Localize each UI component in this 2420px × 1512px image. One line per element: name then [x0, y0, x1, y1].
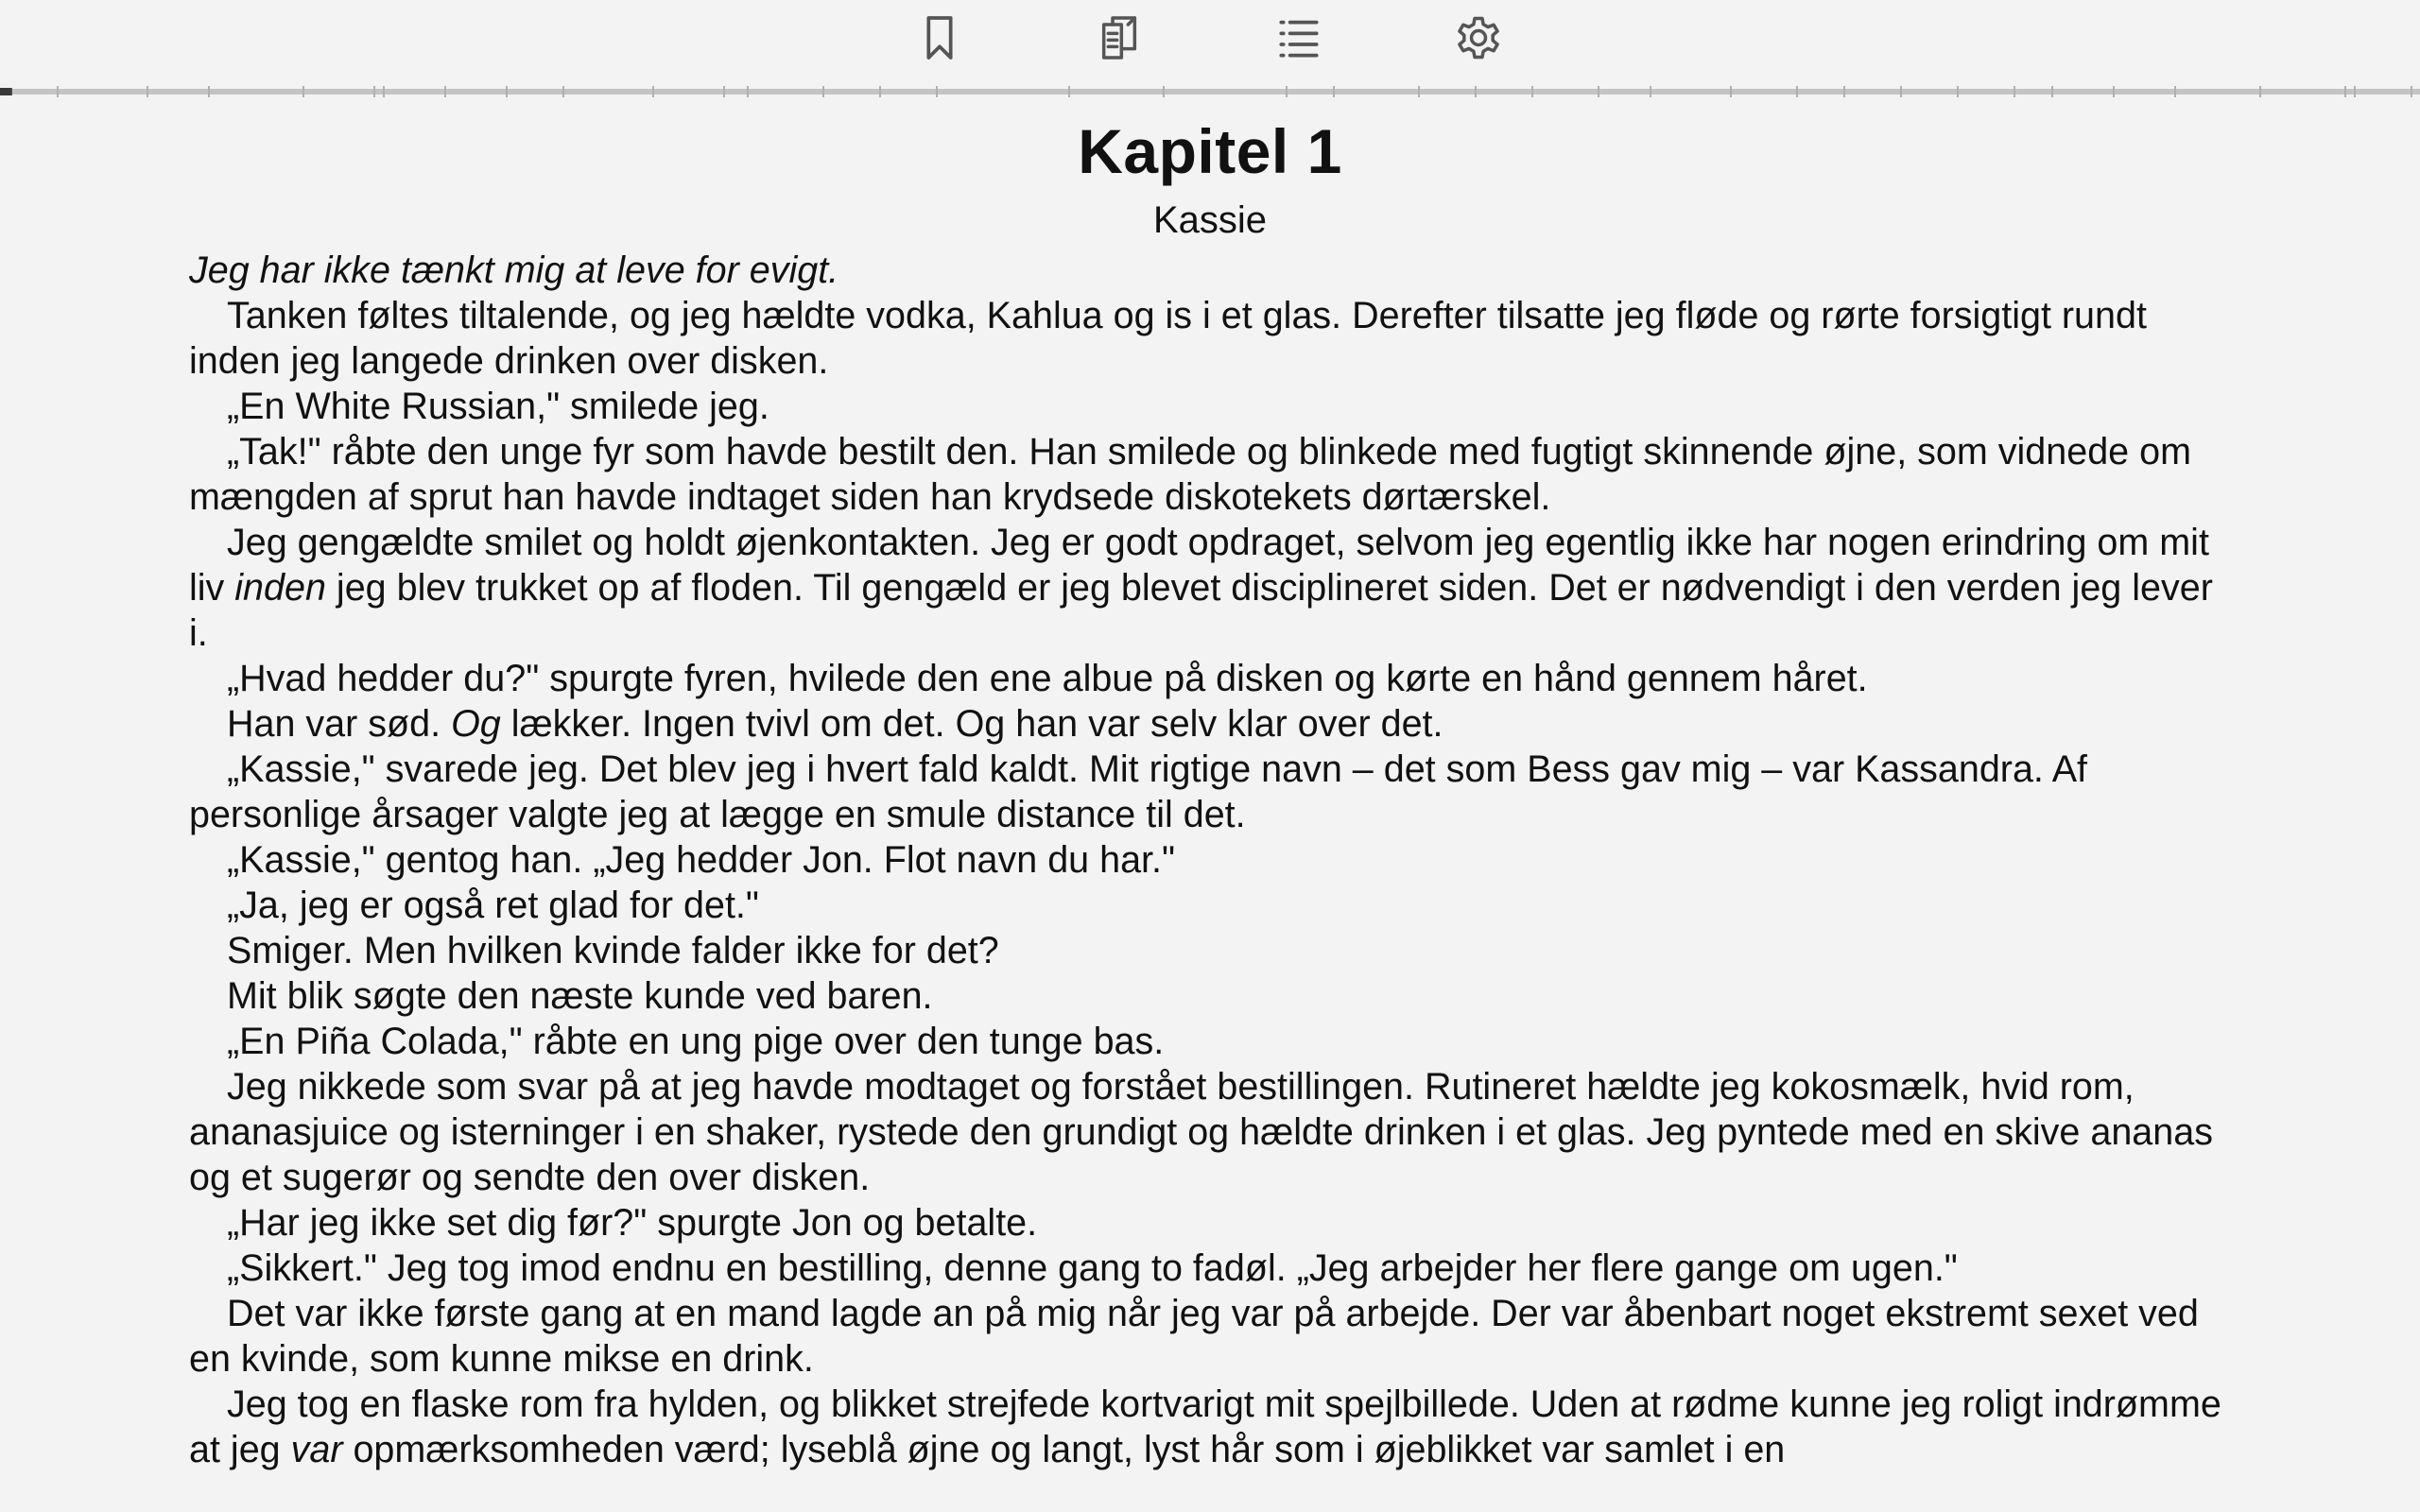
paragraph [189, 1064, 2231, 1200]
chapter-body-text [189, 248, 2231, 1472]
italic-text: Jeg har ikke tænkt mig at leve for evigt. [189, 249, 839, 291]
chapter-tick [383, 86, 385, 97]
text-run: Jeg gengældte smilet og holdt øjenkontakten. Jeg er godt opdraget, selvom jeg egentlig ikke har nogen erindring om mit liv [189, 522, 2209, 609]
chapter-tick [1730, 86, 1732, 97]
chapter-tick [747, 86, 749, 97]
chapter-tick [302, 86, 304, 97]
table-of-contents-button[interactable] [1269, 8, 1329, 68]
paragraph [189, 656, 2231, 701]
chapter-tick [1286, 86, 1288, 97]
toc-list-icon [1272, 11, 1325, 64]
chapter-tick [1650, 86, 1651, 97]
paragraph [189, 1291, 2231, 1382]
chapter-tick [2014, 86, 2015, 97]
chapter-subtitle: Kassie [1152, 199, 1268, 241]
paragraph [189, 928, 2231, 973]
paragraph [189, 701, 2231, 747]
italic-text: var [290, 1429, 343, 1470]
text-run: Jeg tog en flaske rom fra hylden, og blikket strejfede kortvarigt mit spejlbillede. Uden at rødme kunne jeg roligt indrømme at jeg [189, 1383, 2221, 1470]
paragraph [189, 1200, 2231, 1246]
reader-toolbar [0, 0, 2420, 81]
progress-track [0, 85, 2420, 98]
text-run: Smiger. Men hvilken kvinde falder ikke for det? [227, 930, 999, 971]
chapter-tick [822, 86, 824, 97]
chapter-tick [936, 86, 938, 97]
chapter-tick [1531, 86, 1533, 97]
paragraph [189, 384, 2231, 429]
chapter-tick [2411, 86, 2412, 97]
paragraph [189, 973, 2231, 1019]
text-run: „En Piña Colada," råbte en ung pige over den tunge bas. [227, 1021, 1165, 1062]
progress-track-bar [0, 89, 2420, 94]
chapter-title: Kapitel 1 [1078, 116, 1342, 186]
chapter-tick [1843, 86, 1845, 97]
chapter-tick [1957, 86, 1959, 97]
chapter-tick [1796, 86, 1798, 97]
chapter-tick [373, 86, 375, 97]
paragraph [189, 429, 2231, 520]
paragraph [189, 293, 2231, 384]
text-run: „Sikkert." Jeg tog imod endnu en bestilling, denne gang to fadøl. „Jeg arbejder her flere gange om ugen." [227, 1247, 1958, 1289]
paragraph [189, 1382, 2231, 1472]
paragraph [189, 1246, 2231, 1291]
text-run: „Tak!" råbte den unge fyr som havde bestilt den. Han smilede og blinkede med fugtigt skinnende øjne, som vidnede om mængden af sprut han havde indtaget siden han krydsede diskotekets dørtærskel. [189, 431, 2191, 518]
notes-icon [1093, 11, 1146, 64]
chapter-tick [562, 86, 564, 97]
chapter-tick [1333, 86, 1335, 97]
chapter-tick [506, 86, 508, 97]
chapter-tick [2113, 86, 2115, 97]
text-run: Det var ikke første gang at en mand lagde an på mig når jeg var på arbejde. Der var åbenbart noget ekstremt sexet ved en kvinde, som kunne mikse en drink. [189, 1293, 2199, 1380]
settings-gear-icon [1452, 11, 1505, 64]
reading-progress-bar[interactable] [0, 85, 2420, 98]
chapter-tick [1900, 86, 1902, 97]
text-run: „Hvad hedder du?" spurgte fyren, hvilede den ene albue på disken og kørte en hånd gennem håret. [227, 658, 1868, 699]
text-run: Han var sød. [227, 703, 452, 745]
paragraph [189, 248, 2231, 293]
chapter-tick [1475, 86, 1477, 97]
chapter-tick [2344, 86, 2346, 97]
text-run: opmærksomheden værd; lyseblå øjne og langt, lyst hår som i øjeblikket var samlet i en [342, 1429, 1786, 1470]
paragraph [189, 1019, 2231, 1064]
paragraph [189, 837, 2231, 883]
chapter-tick [147, 86, 148, 97]
text-run: „Ja, jeg er også ret glad for det." [227, 885, 759, 926]
text-run: Jeg nikkede som svar på at jeg havde modtaget og forstået bestillingen. Rutineret hældte jeg kokosmælk, hvid rom, ananasjuice og isterninger i en shaker, rystede den grundigt og hældte drinken i et glas. Jeg pyntede med en skive ananas og et sugerør og sendte den over disken. [189, 1066, 2213, 1198]
chapter-tick [1163, 86, 1165, 97]
chapter-tick [2354, 86, 2356, 97]
text-run: jeg blev trukket op af floden. Til gengæld er jeg blevet disciplineret siden. Det er nødvendigt i den verden jeg lever i. [189, 567, 2213, 654]
chapter-tick [2174, 86, 2176, 97]
bookmark-icon [913, 11, 966, 64]
bookmark-button[interactable] [909, 8, 970, 68]
progress-fill [0, 88, 12, 95]
text-run: „En White Russian," smilede jeg. [227, 386, 769, 427]
text-run: „Kassie," gentog han. „Jeg hedder Jon. Flot navn du har." [227, 839, 1176, 881]
chapter-tick [444, 86, 446, 97]
chapter-tick [879, 86, 881, 97]
chapter-tick [652, 86, 654, 97]
text-run: Mit blik søgte den næste kunde ved baren. [227, 975, 933, 1017]
text-run: „Har jeg ikke set dig før?" spurgte Jon og betalte. [227, 1202, 1038, 1244]
chapter-tick [57, 86, 59, 97]
chapter-tick [2259, 86, 2261, 97]
chapter-tick [1068, 86, 1070, 97]
paragraph [189, 883, 2231, 928]
chapter-tick [1598, 86, 1599, 97]
paragraph [189, 747, 2231, 837]
book-page [189, 112, 2231, 1501]
chapter-tick [208, 86, 210, 97]
text-run: lækker. Ingen tvivl om det. Og han var selv klar over det. [500, 703, 1443, 745]
italic-text: Og [451, 703, 501, 745]
paragraph [189, 520, 2231, 656]
settings-button[interactable] [1448, 8, 1509, 68]
chapter-tick [2051, 86, 2053, 97]
italic-text: inden [234, 567, 326, 609]
notes-button[interactable] [1089, 8, 1150, 68]
chapter-tick [1418, 86, 1420, 97]
chapter-tick [723, 86, 725, 97]
text-run: „Kassie," svarede jeg. Det blev jeg i hvert fald kaldt. Mit rigtige navn – det som Bess gav mig – var Kassandra. Af personlige årsager valgte jeg at lægge en smule distance til det. [189, 748, 2088, 835]
text-run: Tanken føltes tiltalende, og jeg hældte vodka, Kahlua og is i et glas. Derefter tilsatte jeg fløde og rørte forsigtigt rundt inden jeg langede drinken over disken. [189, 295, 2147, 382]
